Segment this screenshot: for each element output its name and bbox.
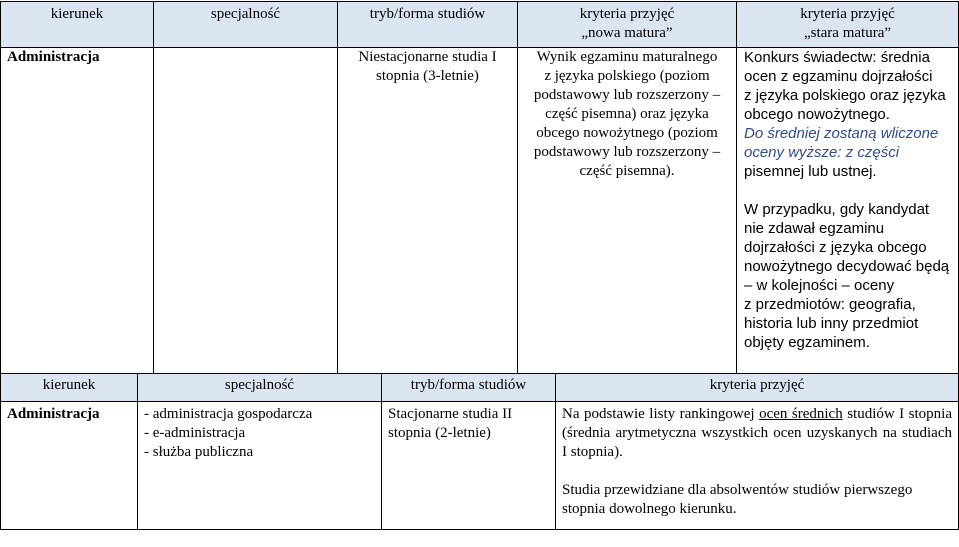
table-row: [1, 48, 959, 374]
header-specjalnosc: specjalność: [154, 2, 338, 48]
admissions-table-second-degree: [0, 373, 959, 530]
header-tryb: tryb/forma studiów: [382, 374, 556, 402]
cell-tryb: [382, 402, 556, 530]
stara-line: Konkurs świadectw: średnia: [744, 49, 930, 66]
stara-line: nie zdawał egzaminu: [744, 220, 885, 237]
cell-kryteria-stara: [737, 48, 959, 374]
tryb-line: Stacjonarne studia II: [388, 406, 513, 422]
stara-italic-line: Do średniej zostaną wliczone: [744, 125, 939, 142]
header-kierunek: kierunek: [1, 2, 154, 48]
specjalnosc-item: - służba publiczna: [144, 444, 254, 460]
stara-line: nowożytnego decydować będą: [744, 258, 950, 275]
stara-italic-line: oceny wyższe: z części: [744, 144, 900, 161]
header-kryteria-stara: [737, 2, 959, 48]
stara-line: W przypadku, gdy kandydat: [744, 201, 930, 218]
header-kryteria-nowa: [518, 2, 737, 48]
kryteria-p1-underlined: ocen średnich: [759, 406, 843, 422]
nowa-line: część pisemna) oraz języka: [545, 106, 709, 122]
stara-line: – w kolejności – oceny: [744, 277, 895, 294]
header-tryb: tryb/forma studiów: [338, 2, 518, 48]
cell-kierunek: Administracja: [1, 48, 154, 374]
stara-line: z przedmiotów: geografia,: [744, 296, 916, 313]
table-row: [1, 402, 959, 530]
header-kryteria-stara-line1: kryteria przyjęć: [800, 6, 895, 22]
nowa-line: podstawowy lub rozszerzony –: [533, 87, 721, 103]
cell-kierunek: Administracja: [1, 402, 138, 530]
table-header-row: [1, 374, 959, 402]
header-kryteria-nowa-line2: „nowa matura”: [581, 25, 673, 41]
cell-tryb: [338, 48, 518, 374]
nowa-line: część pisemna).: [579, 163, 675, 179]
kryteria-p1-post: studiów I stopnia (średnia arytmetyczna wszystkich ocen uzyskanych na studiach I stopnia).: [562, 406, 952, 460]
kryteria-paragraph-1: [562, 405, 952, 462]
header-kryteria: kryteria przyjęć: [556, 374, 959, 402]
tryb-line: stopnia (3-letnie): [376, 68, 479, 84]
header-kryteria-nowa-line1: kryteria przyjęć: [579, 6, 675, 22]
header-kierunek: kierunek: [1, 374, 138, 402]
nowa-line: obcego nowożytnego (poziom: [536, 125, 718, 141]
nowa-line: Wynik egzaminu maturalnego: [536, 49, 718, 65]
stara-line: obcego nowożytnego.: [744, 106, 890, 123]
stara-line: objęty egzaminem.: [744, 334, 870, 351]
specjalnosc-item: - e-administracja: [144, 425, 246, 441]
kryteria-p1-pre: Na podstawie listy rankingowej: [562, 406, 760, 422]
kryteria-paragraph-2: Studia przewidziane dla absolwentów studiów pierwszego stopnia dowolnego kierunku.: [562, 482, 913, 517]
stara-line: historia lub inny przedmiot: [744, 315, 919, 332]
tryb-line: Niestacjonarne studia I: [358, 49, 497, 65]
stara-line: z języka polskiego oraz języka: [744, 87, 946, 104]
header-specjalnosc: specjalność: [138, 374, 382, 402]
table-header-row: [1, 2, 959, 48]
nowa-line: z języka polskiego (poziom: [544, 68, 710, 84]
cell-kryteria: [556, 402, 959, 530]
nowa-line: podstawowy lub rozszerzony –: [533, 144, 721, 160]
cell-specjalnosc: [138, 402, 382, 530]
specjalnosc-item: - administracja gospodarcza: [144, 406, 313, 422]
tryb-line: stopnia (2-letnie): [388, 425, 491, 441]
stara-line: dojrzałości z języka obcego: [744, 239, 927, 256]
cell-specjalnosc: [154, 48, 338, 374]
admissions-table-first-degree: [0, 1, 959, 374]
stara-line: ocen z egzaminu dojrzałości: [744, 68, 933, 85]
header-kryteria-stara-line2: „stara matura”: [803, 25, 892, 41]
cell-kryteria-nowa: [518, 48, 737, 374]
stara-line: pisemnej lub ustnej.: [744, 163, 877, 180]
